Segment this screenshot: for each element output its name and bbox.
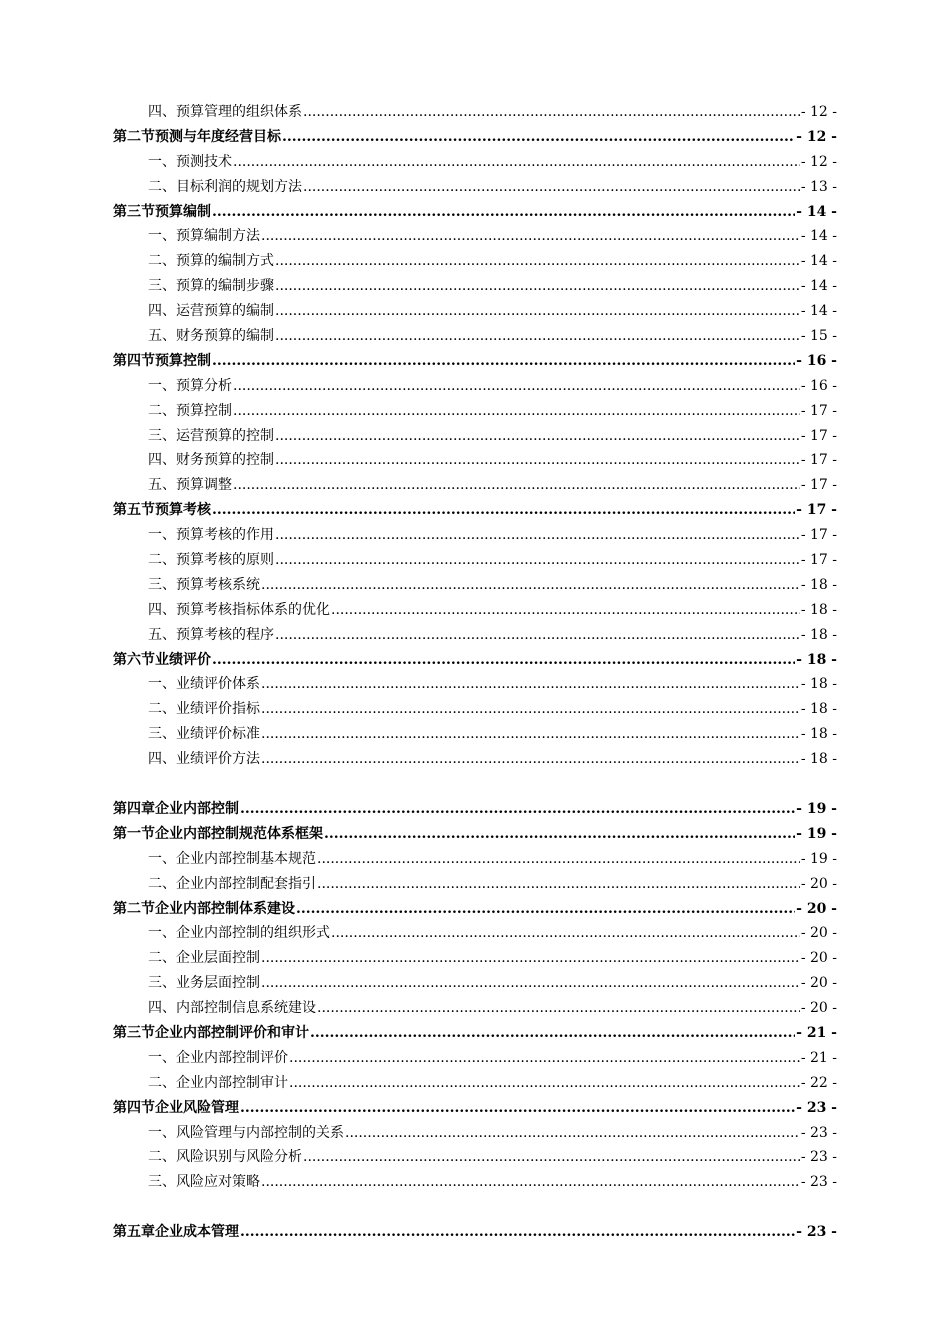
toc-entry-title: 预算编制方法 xyxy=(176,228,260,245)
toc-entry-number: 四、 xyxy=(148,1000,176,1017)
toc-entry-title: 预算控制 xyxy=(176,402,232,419)
toc-subsection-entry[interactable] xyxy=(113,299,837,324)
toc-entry-page: - 18 - xyxy=(800,601,837,618)
toc-entry-number: 第四节 xyxy=(113,352,155,369)
toc-spacer xyxy=(113,1195,837,1220)
toc-entry-title: 财务预算的控制 xyxy=(176,452,274,469)
toc-dot-leader xyxy=(289,1071,800,1096)
toc-dot-leader xyxy=(310,1021,795,1046)
toc-entry-title: 预算控制 xyxy=(155,352,211,369)
toc-entry-title: 风险识别与风险分析 xyxy=(176,1149,302,1166)
toc-section-entry[interactable] xyxy=(113,797,837,822)
toc-entry-number: 四、 xyxy=(148,303,176,320)
toc-subsection-entry[interactable] xyxy=(113,324,837,349)
toc-entry-title: 企业内部控制评价 xyxy=(176,1049,288,1066)
toc-dot-leader xyxy=(275,424,800,449)
toc-dot-leader xyxy=(303,100,800,125)
toc-entry-page: - 17 - xyxy=(800,527,837,544)
toc-entry-title: 预算管理的组织体系 xyxy=(176,104,302,120)
toc-dot-leader xyxy=(303,175,800,200)
toc-dot-leader xyxy=(324,822,795,847)
toc-entry-number: 四、 xyxy=(148,104,176,120)
toc-subsection-entry[interactable] xyxy=(113,847,837,872)
toc-entry-title: 风险应对策略 xyxy=(176,1174,260,1191)
toc-subsection-entry[interactable] xyxy=(113,747,837,772)
toc-entry-page: - 17 - xyxy=(796,502,837,519)
toc-dot-leader xyxy=(317,996,800,1021)
toc-dot-leader xyxy=(317,872,800,897)
toc-dot-leader xyxy=(233,473,800,498)
toc-dot-leader xyxy=(261,747,800,772)
toc-subsection-entry[interactable] xyxy=(113,722,837,747)
toc-entry-number: 二、 xyxy=(148,1074,176,1091)
toc-section-entry[interactable] xyxy=(113,897,837,922)
toc-subsection-entry[interactable] xyxy=(113,249,837,274)
toc-entry-page: - 19 - xyxy=(796,800,837,817)
toc-entry-title: 企业内部控制 xyxy=(155,800,239,817)
toc-entry-number: 二、 xyxy=(148,253,176,270)
toc-dot-leader xyxy=(275,274,800,299)
toc-entry-title: 企业内部控制配套指引 xyxy=(176,875,316,892)
toc-dot-leader xyxy=(261,224,800,249)
toc-entry-page: - 13 - xyxy=(800,178,837,195)
toc-subsection-entry[interactable] xyxy=(113,175,837,200)
toc-entry-page: - 18 - xyxy=(800,751,837,768)
toc-entry-page: - 17 - xyxy=(800,552,837,569)
toc-subsection-entry[interactable] xyxy=(113,448,837,473)
toc-dot-leader xyxy=(261,946,800,971)
toc-entry-title: 预算考核 xyxy=(155,502,211,519)
toc-entry-title: 企业内部控制体系建设 xyxy=(155,900,295,917)
toc-entry-page: - 21 - xyxy=(796,1024,837,1041)
toc-entry-number: 二、 xyxy=(148,552,176,569)
toc-entry-page: - 23 - xyxy=(800,1124,837,1141)
toc-dot-leader xyxy=(303,1145,800,1170)
toc-entry-page: - 16 - xyxy=(796,352,837,369)
toc-dot-leader xyxy=(275,548,800,573)
toc-section-entry[interactable] xyxy=(113,1021,837,1046)
toc-entry-number: 三、 xyxy=(148,975,176,992)
toc-entry-title: 预算编制 xyxy=(155,203,211,220)
toc-entry-title: 企业内部控制规范体系框架 xyxy=(155,825,323,842)
toc-entry-title: 业绩评价方法 xyxy=(176,751,260,768)
toc-section-entry[interactable] xyxy=(113,1220,837,1245)
toc-entry-page: - 18 - xyxy=(800,576,837,593)
toc-subsection-entry[interactable] xyxy=(113,623,837,648)
toc-subsection-entry[interactable] xyxy=(113,1071,837,1096)
toc-dot-leader xyxy=(261,697,800,722)
toc-entry-number: 三、 xyxy=(148,427,176,444)
toc-entry-title: 预算的编制步骤 xyxy=(176,278,274,295)
toc-entry-number: 一、 xyxy=(148,676,176,693)
toc-entry-title: 预算考核指标体系的优化 xyxy=(176,601,330,618)
toc-entry-title: 预算考核的作用 xyxy=(176,527,274,544)
toc-entry-number: 第三节 xyxy=(113,203,155,220)
toc-entry-page: - 14 - xyxy=(800,278,837,295)
toc-entry-number: 第四章 xyxy=(113,800,155,817)
toc-entry-page: - 18 - xyxy=(800,676,837,693)
toc-dot-leader xyxy=(233,150,800,175)
toc-entry-title: 企业层面控制 xyxy=(176,950,260,967)
toc-entry-title: 企业内部控制的组织形式 xyxy=(176,925,330,942)
toc-section-entry[interactable] xyxy=(113,349,837,374)
toc-entry-number: 第一节 xyxy=(113,825,155,842)
toc-subsection-entry[interactable] xyxy=(113,996,837,1021)
toc-entry-title: 企业成本管理 xyxy=(155,1224,239,1241)
toc-entry-title: 预测技术 xyxy=(176,153,232,170)
toc-entry-page: - 18 - xyxy=(800,701,837,718)
toc-entry-title: 预测与年度经营目标 xyxy=(155,128,281,145)
toc-entry-page: - 20 - xyxy=(796,900,837,917)
toc-subsection-entry[interactable] xyxy=(113,672,837,697)
toc-entry-number: 二、 xyxy=(148,178,176,195)
toc-entry-title: 运营预算的控制 xyxy=(176,427,274,444)
toc-entry-title: 运营预算的编制 xyxy=(176,303,274,320)
toc-dot-leader xyxy=(212,200,795,225)
toc-entry-page: - 21 - xyxy=(800,1049,837,1066)
toc-dot-leader xyxy=(296,897,795,922)
toc-entry-title: 预算考核系统 xyxy=(176,576,260,593)
toc-entry-number: 一、 xyxy=(148,1049,176,1066)
toc-subsection-entry[interactable] xyxy=(113,872,837,897)
toc-dot-leader xyxy=(331,598,800,623)
toc-entry-page: - 17 - xyxy=(800,402,837,419)
toc-entry-page: - 16 - xyxy=(800,377,837,394)
toc-entry-number: 二、 xyxy=(148,1149,176,1166)
toc-entry-title: 企业内部控制基本规范 xyxy=(176,850,316,867)
toc-dot-leader xyxy=(289,1046,800,1071)
toc-dot-leader xyxy=(331,921,800,946)
toc-entry-number: 一、 xyxy=(148,1124,176,1141)
toc-entry-number: 第三节 xyxy=(113,1024,155,1041)
toc-entry-page: - 17 - xyxy=(800,477,837,494)
toc-dot-leader xyxy=(275,249,800,274)
toc-entry-title: 财务预算的编制 xyxy=(176,328,274,345)
toc-entry-page: - 20 - xyxy=(800,975,837,992)
toc-entry-number: 二、 xyxy=(148,950,176,967)
toc-entry-page: - 20 - xyxy=(800,1000,837,1017)
toc-entry-number: 第二节 xyxy=(113,900,155,917)
toc-subsection-entry[interactable] xyxy=(113,523,837,548)
toc-entry-title: 业务层面控制 xyxy=(176,975,260,992)
toc-subsection-entry[interactable] xyxy=(113,1170,837,1195)
toc-dot-leader xyxy=(275,324,800,349)
toc-entry-number: 五、 xyxy=(148,477,176,494)
toc-entry-page: - 23 - xyxy=(800,1174,837,1191)
toc-entry-title: 企业内部控制评价和审计 xyxy=(155,1024,309,1041)
toc-section-entry[interactable] xyxy=(113,125,837,150)
toc-entry-number: 五、 xyxy=(148,328,176,345)
toc-entry-number: 五、 xyxy=(148,626,176,643)
toc-entry-page: - 14 - xyxy=(800,303,837,320)
toc-entry-page: - 14 - xyxy=(800,228,837,245)
toc-subsection-entry[interactable] xyxy=(113,971,837,996)
toc-entry-number: 二、 xyxy=(148,875,176,892)
toc-entry-number: 二、 xyxy=(148,701,176,718)
toc-dot-leader xyxy=(275,299,800,324)
toc-entry-title: 业绩评价体系 xyxy=(176,676,260,693)
toc-dot-leader xyxy=(275,623,800,648)
toc-dot-leader xyxy=(212,498,795,523)
toc-entry-page: - 20 - xyxy=(800,925,837,942)
toc-dot-leader xyxy=(261,573,800,598)
toc-dot-leader xyxy=(240,1220,795,1245)
toc-entry-title: 风险管理与内部控制的关系 xyxy=(176,1124,344,1141)
toc-dot-leader xyxy=(240,1096,795,1121)
toc-entry-page: - 15 - xyxy=(800,328,837,345)
toc-entry-number: 一、 xyxy=(148,925,176,942)
toc-dot-leader xyxy=(240,797,795,822)
toc-dot-leader xyxy=(261,971,800,996)
toc-dot-leader xyxy=(261,1170,800,1195)
toc-entry-title: 内部控制信息系统建设 xyxy=(176,1000,316,1017)
toc-entry-page: - 12 - xyxy=(800,104,837,120)
toc-subsection-entry[interactable] xyxy=(113,150,837,175)
toc-entry-title: 目标利润的规划方法 xyxy=(176,178,302,195)
toc-entry-number: 三、 xyxy=(148,576,176,593)
toc-entry-page: - 18 - xyxy=(796,651,837,668)
toc-entry-number: 一、 xyxy=(148,228,176,245)
toc-section-entry[interactable] xyxy=(113,822,837,847)
toc-entry-number: 三、 xyxy=(148,726,176,743)
toc-subsection-entry[interactable] xyxy=(113,473,837,498)
toc-entry-number: 四、 xyxy=(148,751,176,768)
toc-entry-number: 第六节 xyxy=(113,651,155,668)
toc-entry-number: 第五节 xyxy=(113,502,155,519)
toc-entry-page: - 20 - xyxy=(800,950,837,967)
toc-entry-page: - 18 - xyxy=(800,726,837,743)
toc-entry-number: 第四节 xyxy=(113,1099,155,1116)
toc-subsection-entry[interactable] xyxy=(113,224,837,249)
toc-entry-page: - 14 - xyxy=(796,203,837,220)
toc-spacer xyxy=(113,772,837,797)
toc-subsection-entry[interactable] xyxy=(113,573,837,598)
toc-entry-page: - 12 - xyxy=(796,128,837,145)
toc-entry-number: 一、 xyxy=(148,527,176,544)
toc-entry-page: - 12 - xyxy=(800,153,837,170)
toc-entry-page: - 23 - xyxy=(800,1149,837,1166)
toc-subsection-entry[interactable] xyxy=(113,1046,837,1071)
toc-entry-page: - 19 - xyxy=(800,850,837,867)
toc-section-entry[interactable] xyxy=(113,200,837,225)
toc-entry-page: - 22 - xyxy=(800,1074,837,1091)
toc-dot-leader xyxy=(233,399,800,424)
toc-dot-leader xyxy=(282,125,795,150)
toc-entry-number: 第二节 xyxy=(113,128,155,145)
toc-entry-title: 预算考核的原则 xyxy=(176,552,274,569)
toc-entry-title: 业绩评价标准 xyxy=(176,726,260,743)
toc-entry-page: - 20 - xyxy=(800,875,837,892)
toc-entry-number: 三、 xyxy=(148,1174,176,1191)
toc-entry-page: - 19 - xyxy=(796,825,837,842)
toc-subsection-entry[interactable] xyxy=(113,548,837,573)
toc-entry-number: 四、 xyxy=(148,601,176,618)
toc-entry-number: 三、 xyxy=(148,278,176,295)
toc-entry-number: 一、 xyxy=(148,153,176,170)
toc-entry-title: 企业风险管理 xyxy=(155,1099,239,1116)
toc-entry-page: - 18 - xyxy=(800,626,837,643)
toc-entry-title: 预算调整 xyxy=(176,477,232,494)
toc-entry-title: 业绩评价 xyxy=(155,651,211,668)
toc-entry-title: 业绩评价指标 xyxy=(176,701,260,718)
toc-subsection-entry[interactable] xyxy=(113,274,837,299)
toc-section-entry[interactable] xyxy=(113,648,837,673)
toc-subsection-entry[interactable] xyxy=(113,946,837,971)
toc-entry-number: 第五章 xyxy=(113,1224,155,1241)
toc-subsection-entry[interactable] xyxy=(113,1145,837,1170)
toc-subsection-entry[interactable] xyxy=(113,424,837,449)
table-of-contents xyxy=(113,100,837,1245)
toc-subsection-entry[interactable] xyxy=(113,921,837,946)
toc-entry-page: - 23 - xyxy=(796,1224,837,1241)
toc-subsection-entry[interactable] xyxy=(113,399,837,424)
toc-dot-leader xyxy=(275,523,800,548)
toc-entry-number: 二、 xyxy=(148,402,176,419)
toc-entry-page: - 17 - xyxy=(800,427,837,444)
toc-entry-page: - 14 - xyxy=(800,253,837,270)
toc-dot-leader xyxy=(317,847,800,872)
toc-subsection-entry[interactable] xyxy=(113,598,837,623)
toc-section-entry[interactable] xyxy=(113,498,837,523)
toc-dot-leader xyxy=(345,1121,800,1146)
toc-section-entry[interactable] xyxy=(113,1096,837,1121)
toc-dot-leader xyxy=(212,648,795,673)
toc-dot-leader xyxy=(212,349,795,374)
toc-dot-leader xyxy=(233,374,800,399)
toc-entry-number: 四、 xyxy=(148,452,176,469)
toc-subsection-entry[interactable] xyxy=(113,697,837,722)
toc-entry-page: - 17 - xyxy=(800,452,837,469)
toc-dot-leader xyxy=(261,722,800,747)
toc-entry-page: - 23 - xyxy=(796,1099,837,1116)
toc-subsection-entry[interactable] xyxy=(113,1121,837,1146)
toc-entry-title: 预算考核的程序 xyxy=(176,626,274,643)
toc-entry-title: 企业内部控制审计 xyxy=(176,1074,288,1091)
toc-dot-leader xyxy=(261,672,800,697)
toc-subsection-entry[interactable] xyxy=(113,100,837,125)
toc-entry-title: 预算分析 xyxy=(176,377,232,394)
toc-entry-number: 一、 xyxy=(148,850,176,867)
toc-dot-leader xyxy=(275,448,800,473)
toc-subsection-entry[interactable] xyxy=(113,374,837,399)
toc-entry-title: 预算的编制方式 xyxy=(176,253,274,270)
toc-entry-number: 一、 xyxy=(148,377,176,394)
